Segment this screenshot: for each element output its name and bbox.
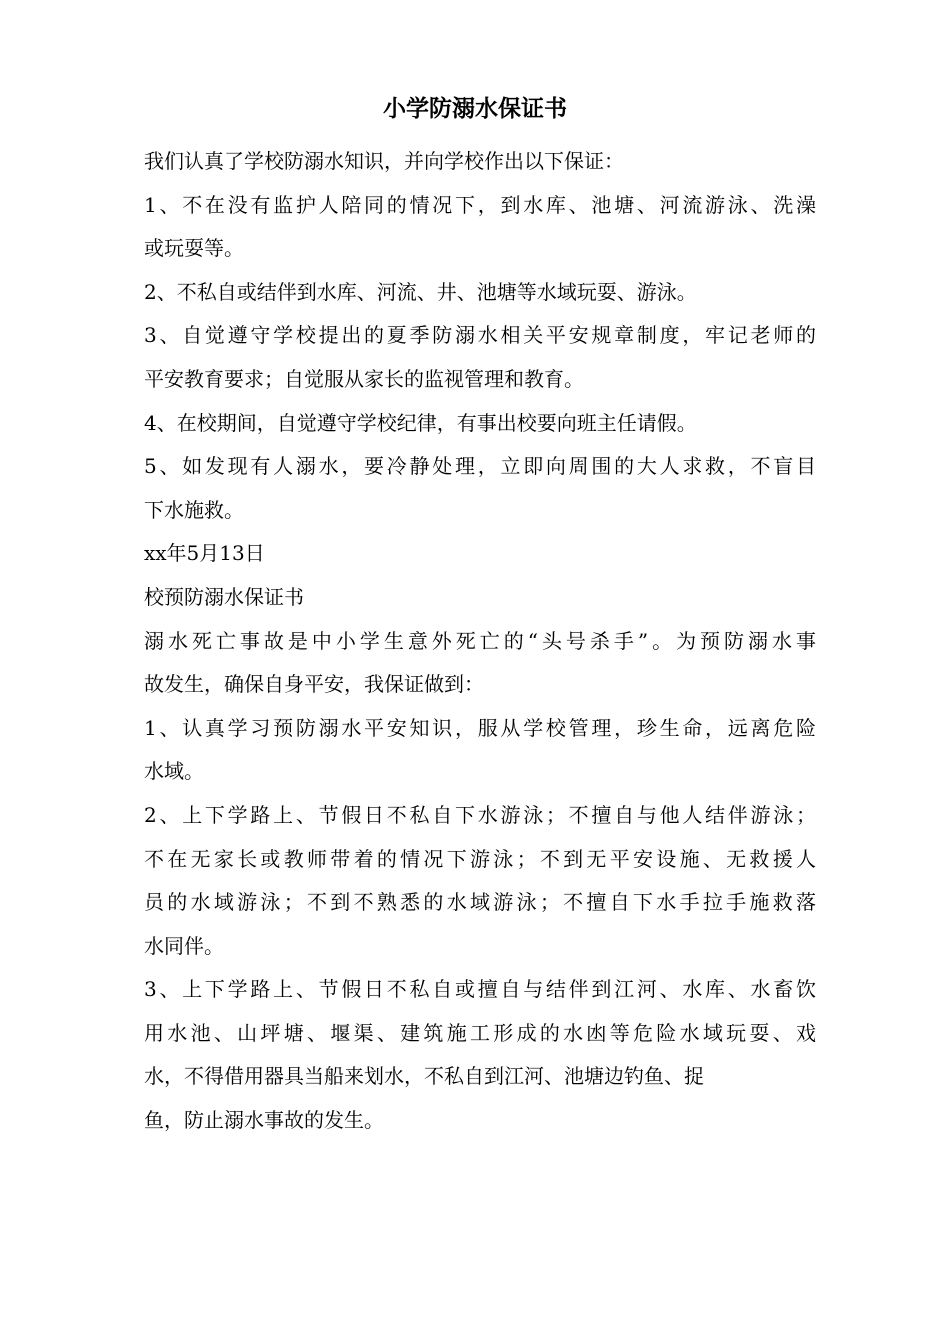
document-title: 小学防溺水保证书 xyxy=(383,95,567,122)
document-body xyxy=(144,140,816,1143)
text-line: 用水池、山坪塘、堰渠、建筑施工形成的水凼等危险水域玩耍、戏 xyxy=(144,1020,816,1045)
text-line: 下水施救。 xyxy=(144,497,244,522)
text-line: 水同伴。 xyxy=(144,933,224,958)
text-line: 或玩耍等。 xyxy=(144,236,244,261)
text-line: 1、不在没有监护人陪同的情况下，到水库、池塘、河流游泳、洗澡 xyxy=(144,192,816,217)
date-line: xx年5月13日 xyxy=(144,541,265,566)
text-line: 我们认真了学校防溺水知识，并向学校作出以下保证： xyxy=(144,149,624,173)
text-line: 鱼，防止溺水事故的发生。 xyxy=(144,1108,384,1133)
text-line: 4、在校期间，自觉遵守学校纪律，有事出校要向班主任请假。 xyxy=(144,410,697,435)
text-line: 3、上下学路上、节假日不私自或擅自与结伴到江河、水库、水畜饮 xyxy=(144,977,816,1002)
section-heading: 校预防溺水保证书 xyxy=(144,584,304,609)
text-line: 员的水域游泳；不到不熟悉的水域游泳；不擅自下水手拉手施救落 xyxy=(144,890,816,915)
text-line: 水域。 xyxy=(144,759,204,784)
text-line: 不在无家长或教师带着的情况下游泳；不到无平安设施、无救援人 xyxy=(144,846,816,871)
text-line: 5、如发现有人溺水，要冷静处理，立即向周围的大人求救，不盲目 xyxy=(144,454,816,479)
text-line: 水，不得借用器具当船来划水，不私自到江河、池塘边钓鱼、捉 xyxy=(144,1064,704,1089)
text-line: 1、认真学习预防溺水平安知识，服从学校管理，珍生命，远离危险 xyxy=(144,715,816,740)
text-line: 溺水死亡事故是中小学生意外死亡的“头号杀手”。为预防溺水事 xyxy=(144,628,816,653)
text-line: 故发生，确保自身平安，我保证做到： xyxy=(144,672,484,697)
text-line: 平安教育要求；自觉服从家长的监视管理和教育。 xyxy=(144,366,584,391)
text-line: 2、不私自或结伴到水库、河流、井、池塘等水域玩耍、游泳。 xyxy=(144,279,697,304)
text-line: 3、自觉遵守学校提出的夏季防溺水相关平安规章制度，牢记老师的 xyxy=(144,323,816,348)
text-line: 2、上下学路上、节假日不私自下水游泳；不擅自与他人结伴游泳； xyxy=(144,802,816,827)
